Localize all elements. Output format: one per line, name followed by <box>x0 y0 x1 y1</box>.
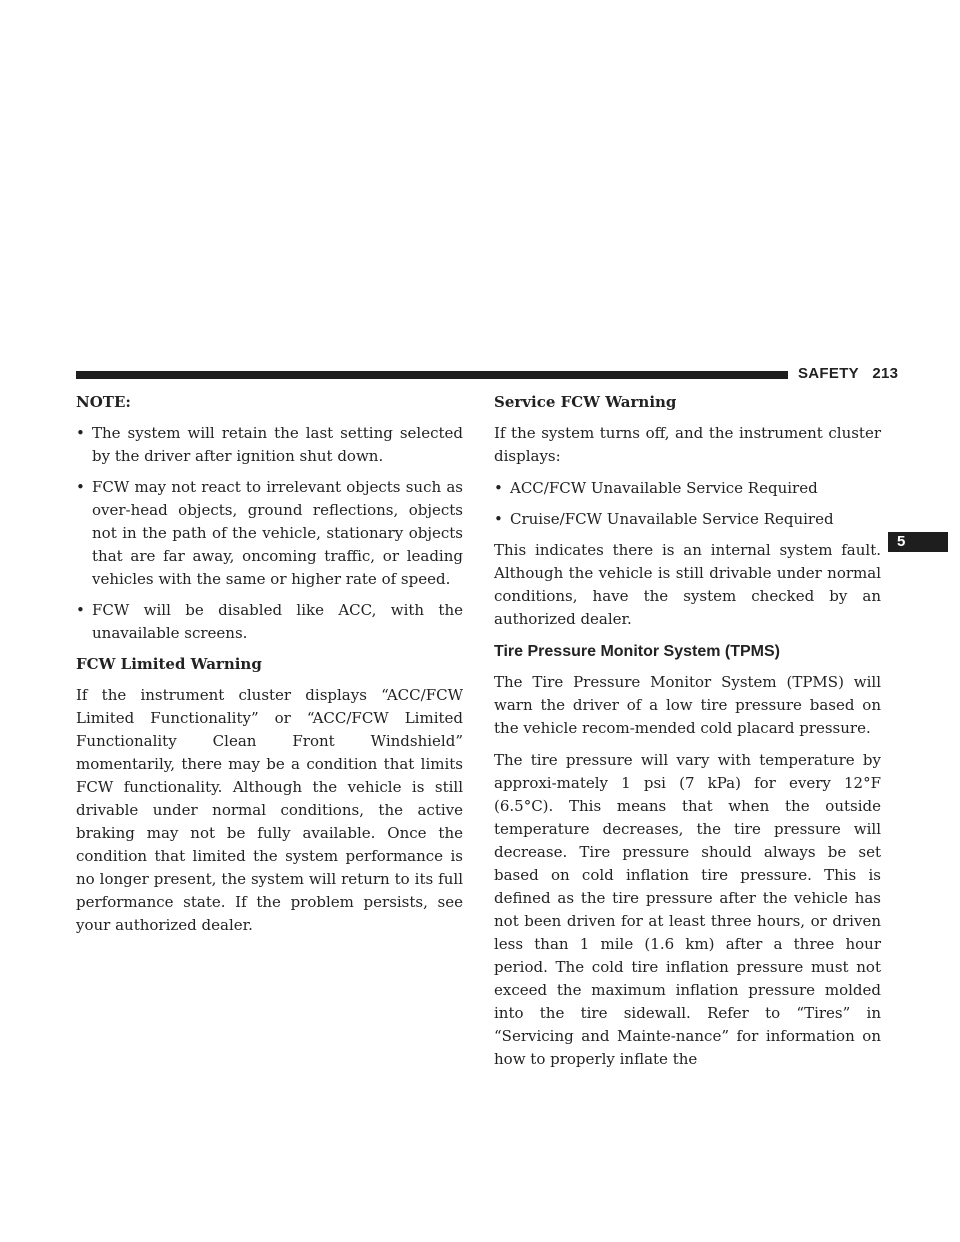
header-rule <box>76 371 788 379</box>
fcw-limited-paragraph: If the instrument cluster displays “ACC/FCW Limited Functionality” or “ACC/FCW Limited Functionality Clean Front Windshield” momentarily, there may be a condition that limits FCW functionality. Although the vehicle is still drivable under normal conditions, the active braking may not be fully available. Once the condition that limited the system performance is no longer present, the system will return to its full performance state. If the problem persists, see your authorized dealer. <box>76 686 463 934</box>
right-column <box>494 391 881 1080</box>
fcw-limited-heading: FCW Limited Warning <box>76 655 262 673</box>
bullet-icon: • <box>76 424 85 442</box>
service-intro: If the system turns off, and the instrument cluster displays: <box>494 424 881 465</box>
service-fcw-heading: Service FCW Warning <box>494 393 677 411</box>
service-paragraph: This indicates there is an internal system fault. Although the vehicle is still drivable under normal conditions, have the system checked by an authorized dealer. <box>494 541 881 628</box>
list-item: • FCW will be disabled like ACC, with the unavailable screens. <box>76 601 463 642</box>
section-title: SAFETY <box>798 365 859 382</box>
list-item: • FCW may not react to irrelevant objects such as over-head objects, ground reflections, objects not in the path of the vehicle, stationary objects that are far away, oncoming traffic, or leading vehicles with the same or higher rate of speed. <box>76 478 463 588</box>
chapter-tab: 5 <box>888 532 948 552</box>
bullet-icon: • <box>494 479 503 497</box>
note-bullet-list <box>76 422 463 645</box>
service-bullet-list <box>494 477 881 531</box>
tpms-paragraph-1: The Tire Pressure Monitor System (TPMS) will warn the driver of a low tire pressure based on the vehicle recom-mended cold placard pressure. <box>494 673 881 737</box>
list-item: • The system will retain the last setting selected by the driver after ignition shut down. <box>76 424 463 465</box>
tpms-heading: Tire Pressure Monitor System (TPMS) <box>494 643 780 660</box>
list-item: • ACC/FCW Unavailable Service Required <box>494 477 881 500</box>
note-label: NOTE: <box>76 393 131 411</box>
left-column <box>76 391 463 946</box>
page-header <box>798 365 898 382</box>
bullet-icon: • <box>76 601 85 619</box>
tpms-paragraph-2: The tire pressure will vary with temperature by approxi-mately 1 psi (7 kPa) for every 12°F (6.5°C). This means that when the outside temperature decreases, the tire pressure will decrease. Tire pressure should always be set based on cold inflation tire pressure. This is defined as the tire pressure after the vehicle has not been driven for at least three hours, or driven less than 1 mile (1.6 km) after a three hour period. The cold tire inflation pressure must not exceed the maximum inflation pressure molded into the tire sidewall. Refer to “Tires” in “Servicing and Mainte-nance” for information on how to properly inflate the <box>494 751 881 1068</box>
bullet-icon: • <box>76 478 85 496</box>
page-number: 213 <box>872 365 899 382</box>
bullet-icon: • <box>494 510 503 528</box>
list-item: • Cruise/FCW Unavailable Service Required <box>494 508 881 531</box>
